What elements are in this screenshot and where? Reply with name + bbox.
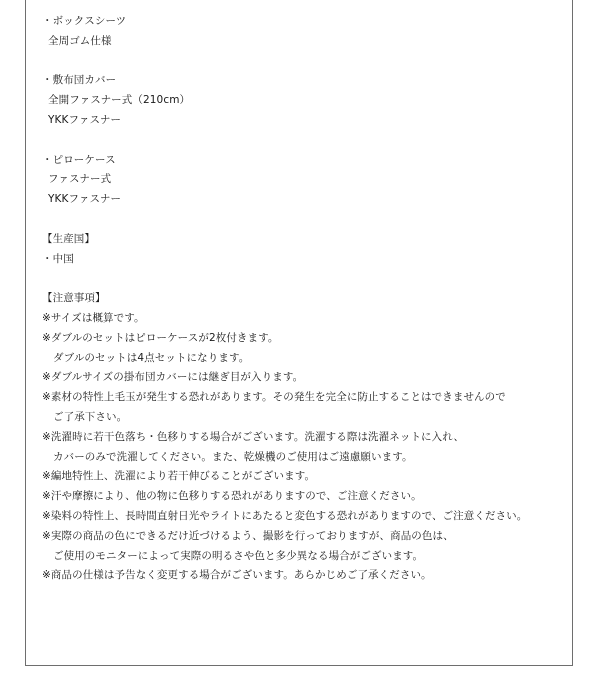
duvet-cover-detail: YKKファスナー — [48, 113, 122, 126]
note-item: ※サイズは概算です。 — [42, 311, 145, 324]
pillow-case-detail: ファスナー式 — [48, 173, 112, 186]
spacer — [42, 210, 572, 230]
note-item: ※商品の仕様は予告なく変更する場合がございます。あらかじめご了承ください。 — [42, 569, 432, 582]
pillow-case-heading: ・ピローケース — [42, 153, 116, 166]
note-item: ※洗濯時に若干色落ち・色移りする場合がございます。洗濯する際は洗濯ネットに入れ、 — [42, 430, 465, 443]
pillow-case-detail: YKKファスナー — [48, 193, 122, 206]
note-item: ※ダブルのセットはピローケースが2枚付きます。 — [42, 331, 279, 344]
note-item: ※ダブルサイズの掛布団カバーには継ぎ目が入ります。 — [42, 371, 304, 384]
note-item-continued: ダブルのセットは4点セットになります。 — [53, 351, 250, 364]
box-sheet-detail: 全周ゴム仕様 — [48, 34, 112, 47]
box-sheet-heading: ・ボックスシーツ — [42, 15, 127, 27]
spacer — [42, 269, 572, 289]
note-item: ※素材の特性上毛玉が発生する恐れがあります。その発生を完全に防止することはできませんので — [42, 391, 506, 404]
note-item-continued: カバーのみで洗濯してください。また、乾燥機のご使用はご遠慮願います。 — [53, 450, 413, 463]
duvet-cover-detail: 全開ファスナー式（210cm） — [48, 94, 191, 107]
note-item: ※染料の特性上、長時間直射日光やライトにあたると変色する恐れがありますので、ご注意ください。 — [42, 509, 528, 522]
spacer — [42, 52, 572, 72]
duvet-cover-heading: ・敷布団カバー — [42, 74, 117, 87]
spacer — [42, 131, 572, 151]
note-item: ※編地特性上、洗濯により若干伸びることがございます。 — [42, 470, 316, 483]
note-item: ※汗や摩擦により、他の物に色移りする恐れがありますので、ご注意ください。 — [42, 490, 422, 503]
notes-heading: 【注意事項】 — [42, 292, 106, 305]
note-item: ※実際の商品の色にできるだけ近づけるよう、撮影を行っておりますが、商品の色は、 — [42, 529, 454, 542]
origin-value: ・中国 — [42, 252, 74, 265]
product-notes — [42, 12, 572, 586]
origin-heading: 【生産国】 — [42, 232, 95, 245]
note-item-continued: ご了承下さい。 — [53, 410, 128, 423]
note-item-continued: ご使用のモニターによって実際の明るさや色と多少異なる場合がございます。 — [53, 549, 424, 562]
